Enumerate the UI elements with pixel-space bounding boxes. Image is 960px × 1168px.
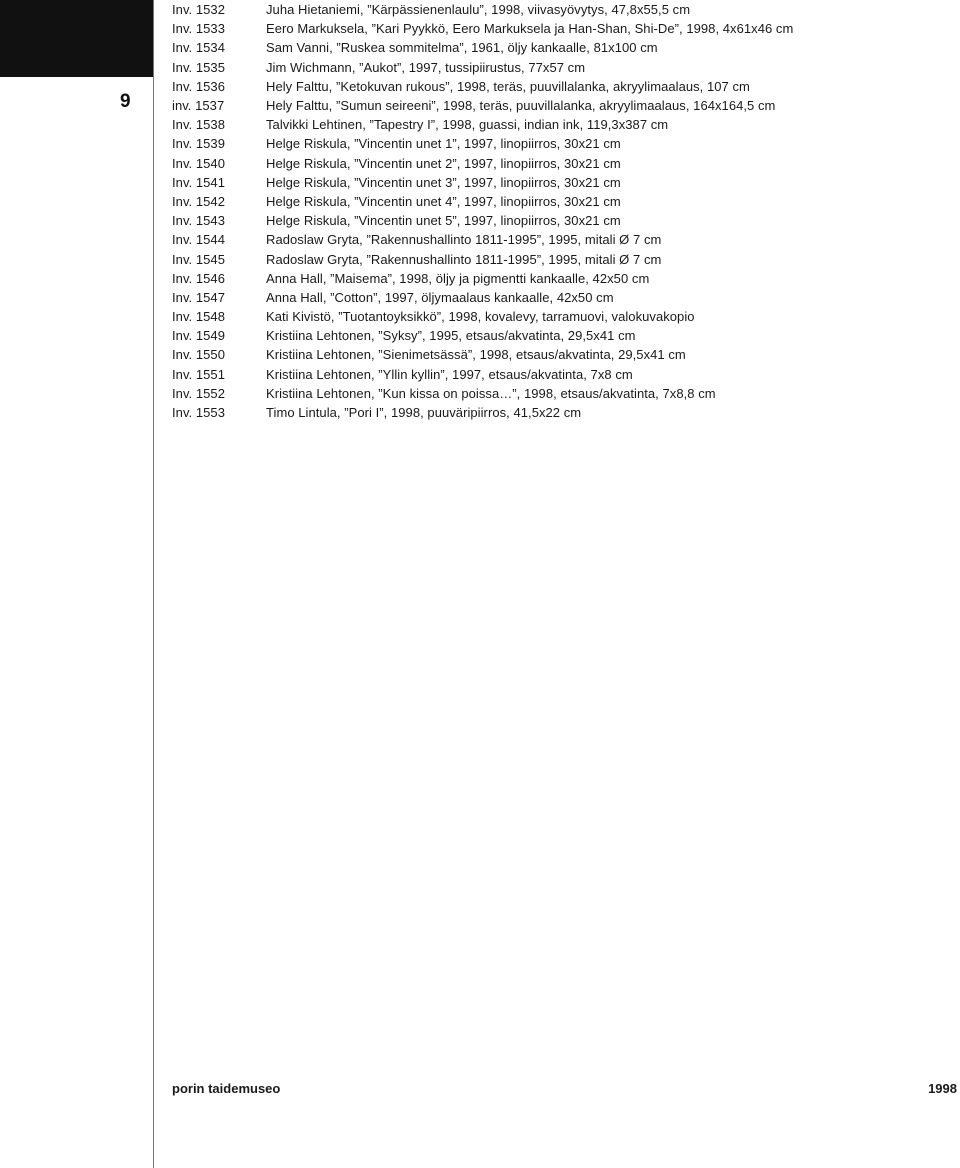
- artwork-description: Kristiina Lehtonen, ”Yllin kyllin”, 1997, etsaus/akvatinta, 7x8 cm: [266, 366, 633, 382]
- inventory-number: inv. 1537: [172, 98, 225, 114]
- inventory-number: Inv. 1532: [172, 2, 225, 18]
- list-item: [172, 154, 793, 173]
- artwork-description: Eero Markuksela, ”Kari Pyykkö, Eero Markuksela ja Han-Shan, Shi-De”, 1998, 4x61x46 cm: [266, 21, 794, 37]
- list-item: [172, 96, 793, 115]
- inventory-number: Inv. 1533: [172, 21, 225, 37]
- artwork-description: Helge Riskula, ”Vincentin unet 3”, 1997, linopiirros, 30x21 cm: [266, 174, 621, 190]
- list-item: [172, 134, 793, 153]
- inventory-number: Inv. 1544: [172, 232, 225, 248]
- artwork-description: Hely Falttu, ”Ketokuvan rukous”, 1998, teräs, puuvillalanka, akryylimaalaus, 107 cm: [266, 78, 750, 94]
- inventory-number: Inv. 1545: [172, 251, 225, 267]
- artwork-description: Sam Vanni, ”Ruskea sommitelma”, 1961, öljy kankaalle, 81x100 cm: [266, 40, 658, 56]
- artwork-description: Radoslaw Gryta, ”Rakennushallinto 1811-1995”, 1995, mitali Ø 7 cm: [266, 251, 662, 267]
- inventory-number: Inv. 1540: [172, 155, 225, 171]
- artwork-description: Helge Riskula, ”Vincentin unet 5”, 1997, linopiirros, 30x21 cm: [266, 213, 621, 229]
- list-item: [172, 230, 793, 249]
- inventory-number: Inv. 1547: [172, 289, 225, 305]
- inventory-number: Inv. 1549: [172, 328, 225, 344]
- inventory-number: Inv. 1536: [172, 78, 225, 94]
- list-item: [172, 211, 793, 230]
- artwork-description: Hely Falttu, ”Sumun seireeni”, 1998, teräs, puuvillalanka, akryylimaalaus, 164x164,5 cm: [266, 98, 776, 114]
- inventory-number: Inv. 1552: [172, 385, 225, 401]
- inventory-number: Inv. 1551: [172, 366, 225, 382]
- list-item: [172, 115, 793, 134]
- margin-rule: [153, 0, 154, 1168]
- artwork-description: Jim Wichmann, ”Aukot”, 1997, tussipiirustus, 77x57 cm: [266, 59, 586, 75]
- inventory-number: Inv. 1553: [172, 405, 225, 421]
- list-item: [172, 384, 793, 403]
- list-item: [172, 365, 793, 384]
- page-number: 9: [120, 91, 131, 112]
- artwork-description: Anna Hall, ”Maisema”, 1998, öljy ja pigmentti kankaalle, 42x50 cm: [266, 270, 650, 286]
- artwork-description: Kristiina Lehtonen, ”Syksy”, 1995, etsaus/akvatinta, 29,5x41 cm: [266, 328, 636, 344]
- inventory-number: Inv. 1534: [172, 40, 225, 56]
- footer-museum-name: porin taidemuseo: [172, 1081, 281, 1096]
- artwork-description: Kati Kivistö, ”Tuotantoyksikkö”, 1998, kovalevy, tarramuovi, valokuvakopio: [266, 309, 695, 325]
- artwork-description: Timo Lintula, ”Pori I”, 1998, puuväripiirros, 41,5x22 cm: [266, 405, 582, 421]
- inventory-number: Inv. 1539: [172, 136, 225, 152]
- artwork-description: Helge Riskula, ”Vincentin unet 1”, 1997, linopiirros, 30x21 cm: [266, 136, 621, 152]
- artwork-description: Juha Hietaniemi, ”Kärpässienenlaulu”, 1998, viivasyövytys, 47,8x55,5 cm: [266, 2, 691, 18]
- inventory-number: Inv. 1546: [172, 270, 225, 286]
- list-item: [172, 403, 793, 422]
- artwork-description: Helge Riskula, ”Vincentin unet 2”, 1997, linopiirros, 30x21 cm: [266, 155, 621, 171]
- list-item: [172, 307, 793, 326]
- list-item: [172, 345, 793, 364]
- inventory-number: Inv. 1535: [172, 59, 225, 75]
- artwork-description: Talvikki Lehtinen, ”Tapestry I”, 1998, guassi, indian ink, 119,3x387 cm: [266, 117, 669, 133]
- artwork-description: Anna Hall, ”Cotton”, 1997, öljymaalaus kankaalle, 42x50 cm: [266, 289, 614, 305]
- list-item: [172, 0, 793, 19]
- footer-year: 1998: [928, 1081, 957, 1096]
- list-item: [172, 192, 793, 211]
- list-item: [172, 326, 793, 345]
- list-item: [172, 288, 793, 307]
- inventory-number: Inv. 1548: [172, 309, 225, 325]
- inventory-list: [172, 0, 793, 422]
- inventory-number: Inv. 1543: [172, 213, 225, 229]
- list-item: [172, 269, 793, 288]
- artwork-description: Helge Riskula, ”Vincentin unet 4”, 1997, linopiirros, 30x21 cm: [266, 193, 621, 209]
- list-item: [172, 77, 793, 96]
- inventory-number: Inv. 1542: [172, 193, 225, 209]
- artwork-description: Radoslaw Gryta, ”Rakennushallinto 1811-1995”, 1995, mitali Ø 7 cm: [266, 232, 662, 248]
- artwork-description: Kristiina Lehtonen, ”Kun kissa on poissa…”, 1998, etsaus/akvatinta, 7x8,8 cm: [266, 385, 716, 401]
- inventory-number: Inv. 1541: [172, 174, 225, 190]
- inventory-number: Inv. 1550: [172, 347, 225, 363]
- inventory-number: Inv. 1538: [172, 117, 225, 133]
- list-item: [172, 58, 793, 77]
- list-item: [172, 38, 793, 57]
- corner-black-block: [0, 0, 153, 77]
- list-item: [172, 19, 793, 38]
- artwork-description: Kristiina Lehtonen, ”Sienimetsässä”, 1998, etsaus/akvatinta, 29,5x41 cm: [266, 347, 686, 363]
- list-item: [172, 173, 793, 192]
- list-item: [172, 249, 793, 268]
